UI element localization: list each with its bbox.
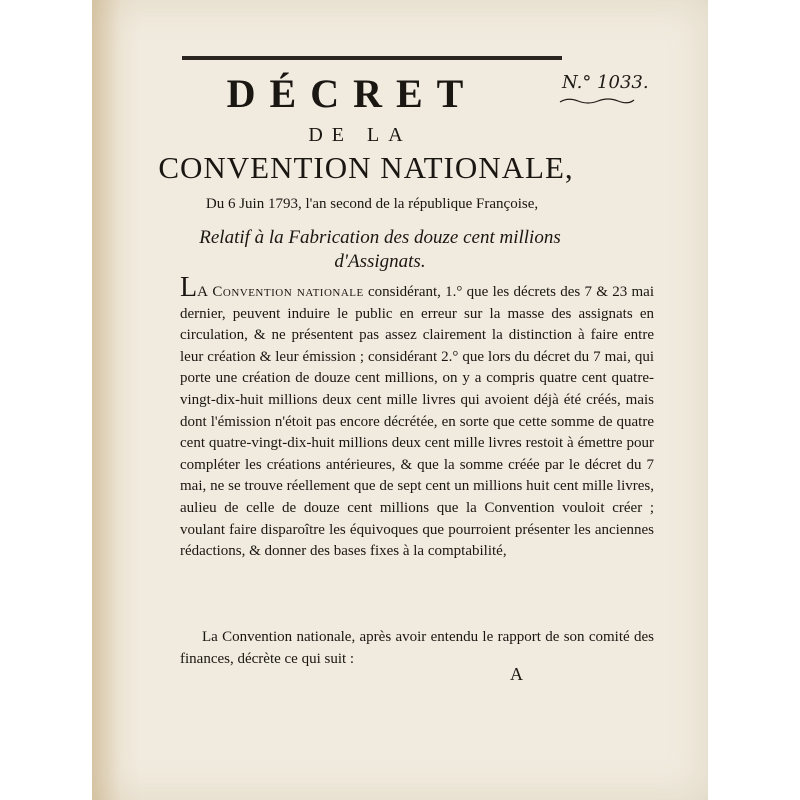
document-title: DÉCRET [226, 71, 478, 116]
title-connector: DE LA [308, 124, 412, 146]
preamble-lead: A Convention nationale [197, 284, 364, 300]
enacting-paragraph: La Convention nationale, après avoir entendu le rapport de son comité des finances, décrète ce qui suit : [180, 629, 654, 667]
drop-initial: L [180, 272, 198, 303]
dateline: Du 6 Juin 1793, l'an second de la république Françoise, [205, 196, 539, 212]
signature-mark: A [510, 664, 523, 684]
preamble-paragraph [180, 272, 654, 563]
document-number: N.° 1033. [562, 72, 649, 93]
preamble-text: considérant, 1.° que les décrets des 7 & 23 mai dernier, peuvent induire le public en erreur sur la masse des assignats en circulation, & ne présentent pas assez clairement la distinction à faire entre leur création & leur émission ; considérant 2.° que lors du décret du 7 mai, qui porte une création de douze cent millions, on y a compris quatre cent quatre-vingt-dix-huit millions deux cent mille livres qui avoient déjà été créés, mais dont l'émission n'étoit pas encore décrétée, en sorte que cette somme de quatre cent quatre-vingt-dix-huit millions deux cent mille livres restoit à émettre pour compléter les créations antérieures, & que la somme créée par le décret du 7 mai, ne se trouve réellement que de sept cent un millions huit cent mille livres, aulieu de celle de douze cent millions que la Convention vouloit créer ; voulant faire disparoître les équivoques que pourroient présenter les anciennes rédactions, & donner des bases fixes à la comptabilité, [180, 284, 654, 560]
decree-subject: Relatif à la Fabrication des douze cent millions d'Assignats. [199, 227, 561, 272]
document-page [92, 0, 708, 800]
issuer-heading: CONVENTION NATIONALE, [158, 150, 574, 185]
header-rule [182, 56, 562, 60]
